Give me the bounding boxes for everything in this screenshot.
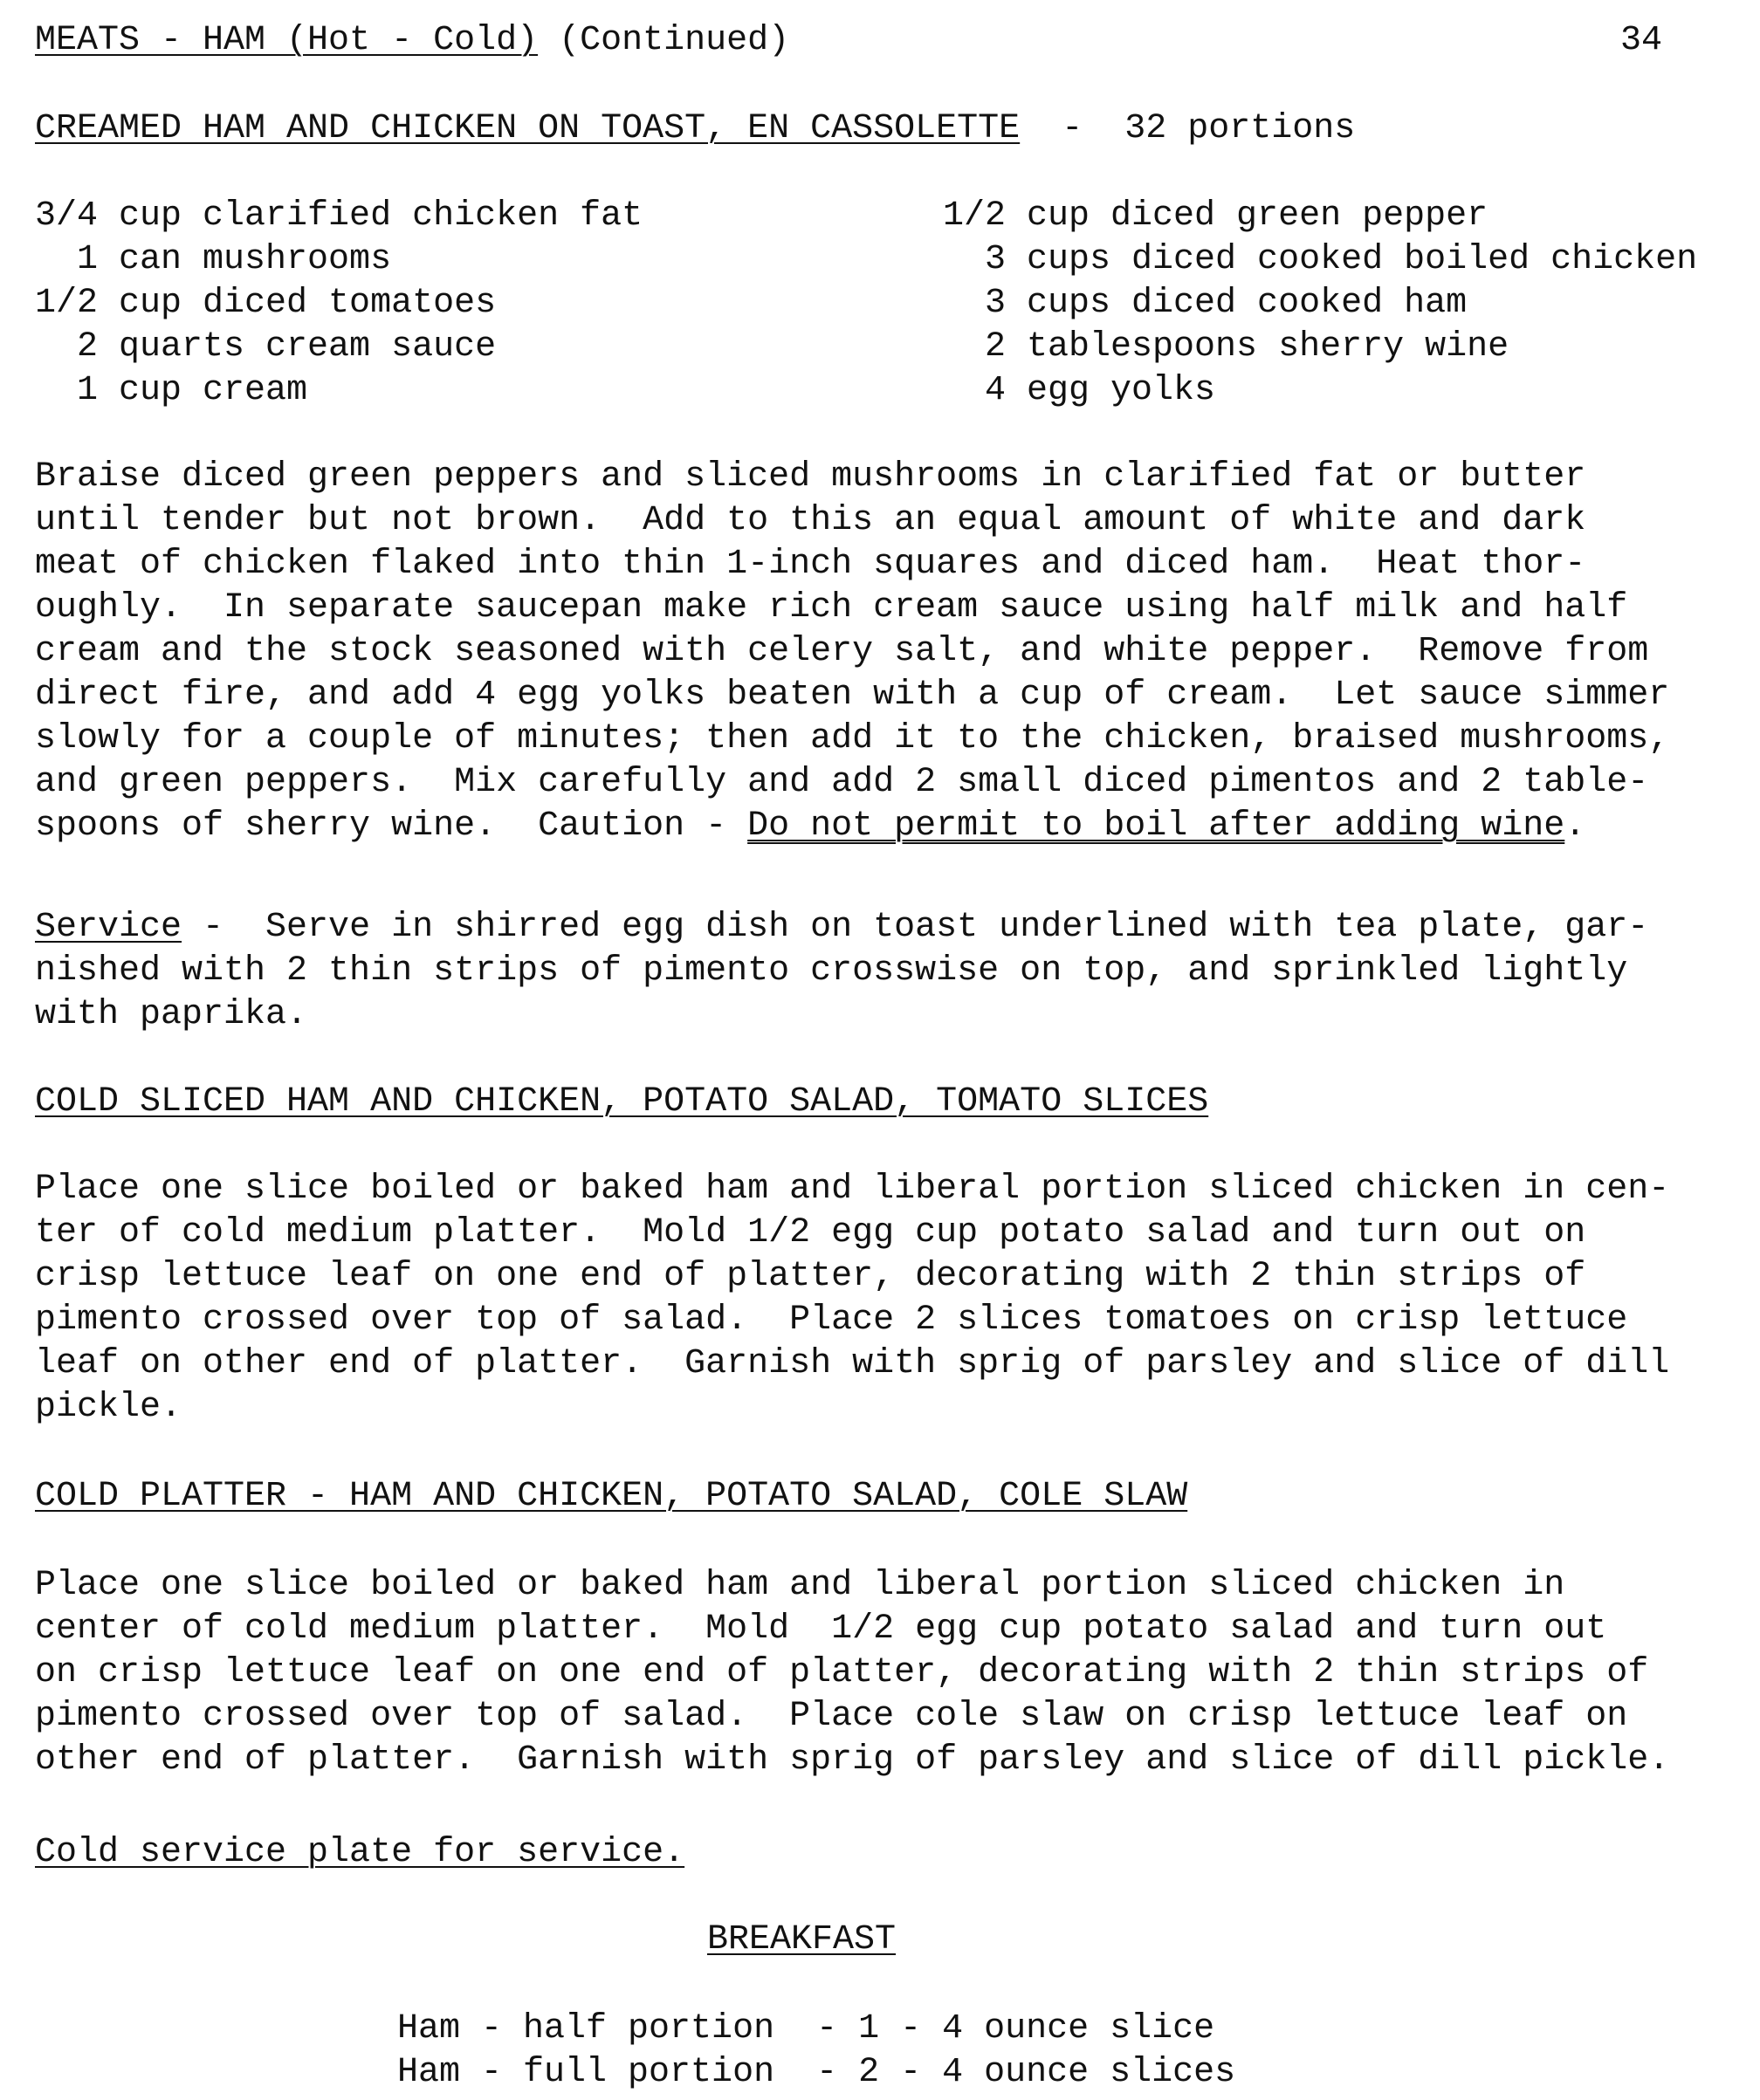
caution-text: Do not permit to boil after adding wine	[747, 806, 1565, 846]
ingredient-left: 1 can mushrooms	[35, 240, 392, 279]
ingredient-right: 2 tablespoons sherry wine	[943, 327, 1509, 367]
service-line	[35, 906, 1648, 950]
ingredient-left: 2 quarts cream sauce	[35, 327, 497, 367]
method-line: direct fire, and add 4 egg yolks beaten with a cup of cream. Let sauce simmer	[35, 676, 1670, 715]
method-line: meat of chicken flaked into thin 1-inch squares and diced ham. Heat thor-	[35, 545, 1586, 584]
section-title: MEATS - HAM (Hot - Cold)	[35, 21, 539, 60]
section-title-continued: (Continued)	[538, 21, 790, 60]
method-last-prefix: spoons of sherry wine. Caution -	[35, 806, 748, 846]
method-line: Braise diced green peppers and sliced mushrooms in clarified fat or butter	[35, 457, 1586, 497]
recipe-line: Place one slice boiled or baked ham and liberal portion sliced chicken in	[35, 1566, 1565, 1605]
page-number: 34	[1620, 21, 1663, 60]
service-note-text: Cold service plate for service.	[35, 1833, 685, 1872]
ingredient-right: 3 cups diced cooked ham	[943, 284, 1468, 323]
recipe-line: pimento crossed over top of salad. Place cole slaw on crisp lettuce leaf on	[35, 1697, 1628, 1736]
breakfast-title: BREAKFAST	[707, 1920, 897, 1959]
breakfast-heading	[707, 1918, 896, 1962]
recipe-title-text: COLD SLICED HAM AND CHICKEN, POTATO SALAD, TOMATO SLICES	[35, 1082, 1209, 1122]
recipe-portions: - 32 portions	[1020, 109, 1356, 148]
section-header	[35, 19, 789, 63]
recipe-title-cold-sliced	[35, 1081, 1208, 1124]
breakfast-line: Ham - full portion - 2 - 4 ounce slices	[397, 2053, 1236, 2092]
service-note	[35, 1831, 684, 1875]
method-line: oughly. In separate saucepan make rich cream sauce using half milk and half	[35, 588, 1628, 628]
method-line: slowly for a couple of minutes; then add it to the chicken, braised mushrooms,	[35, 719, 1670, 758]
service-line: with paprika.	[35, 995, 308, 1034]
method-last-suffix: .	[1564, 806, 1586, 846]
service-label: Service	[35, 908, 182, 947]
recipe-line: pimento crossed over top of salad. Place 2 slices tomatoes on crisp lettuce	[35, 1300, 1628, 1340]
method-line-last	[35, 805, 1585, 848]
method-line: cream and the stock seasoned with celery salt, and white pepper. Remove from	[35, 632, 1649, 671]
ingredient-left: 3/4 cup clarified chicken fat	[35, 196, 643, 236]
recipe-line: pickle.	[35, 1388, 182, 1427]
recipe-title-creamed-ham	[35, 107, 1355, 151]
service-text: - Serve in shirred egg dish on toast underlined with tea plate, gar-	[182, 908, 1649, 947]
recipe-title-text: CREAMED HAM AND CHICKEN ON TOAST, EN CASSOLETTE	[35, 109, 1021, 148]
recipe-line: center of cold medium platter. Mold 1/2 egg cup potato salad and turn out	[35, 1609, 1607, 1649]
breakfast-line: Ham - half portion - 1 - 4 ounce slice	[397, 2009, 1215, 2049]
recipe-title-text: COLD PLATTER - HAM AND CHICKEN, POTATO SALAD, COLE SLAW	[35, 1477, 1188, 1516]
method-line: until tender but not brown. Add to this an equal amount of white and dark	[35, 501, 1586, 540]
recipe-line: leaf on other end of platter. Garnish with sprig of parsley and slice of dill	[35, 1344, 1670, 1383]
ingredient-right: 3 cups diced cooked boiled chicken	[943, 240, 1698, 279]
recipe-line: crisp lettuce leaf on one end of platter, decorating with 2 thin strips of	[35, 1257, 1586, 1296]
ingredient-right: 1/2 cup diced green pepper	[943, 196, 1488, 236]
ingredient-left: 1 cup cream	[35, 371, 308, 410]
ingredient-left: 1/2 cup diced tomatoes	[35, 284, 497, 323]
recipe-line: Place one slice boiled or baked ham and liberal portion sliced chicken in cen-	[35, 1170, 1670, 1209]
service-line: nished with 2 thin strips of pimento crosswise on top, and sprinkled lightly	[35, 951, 1628, 991]
recipe-line: other end of platter. Garnish with sprig of parsley and slice of dill pickle.	[35, 1740, 1670, 1780]
method-line: and green peppers. Mix carefully and add 2 small diced pimentos and 2 table-	[35, 763, 1649, 802]
recipe-title-cold-platter	[35, 1475, 1187, 1519]
recipe-line: ter of cold medium platter. Mold 1/2 egg cup potato salad and turn out on	[35, 1213, 1586, 1252]
ingredient-right: 4 egg yolks	[943, 371, 1216, 410]
recipe-line: on crisp lettuce leaf on one end of platter, decorating with 2 thin strips of	[35, 1653, 1649, 1692]
